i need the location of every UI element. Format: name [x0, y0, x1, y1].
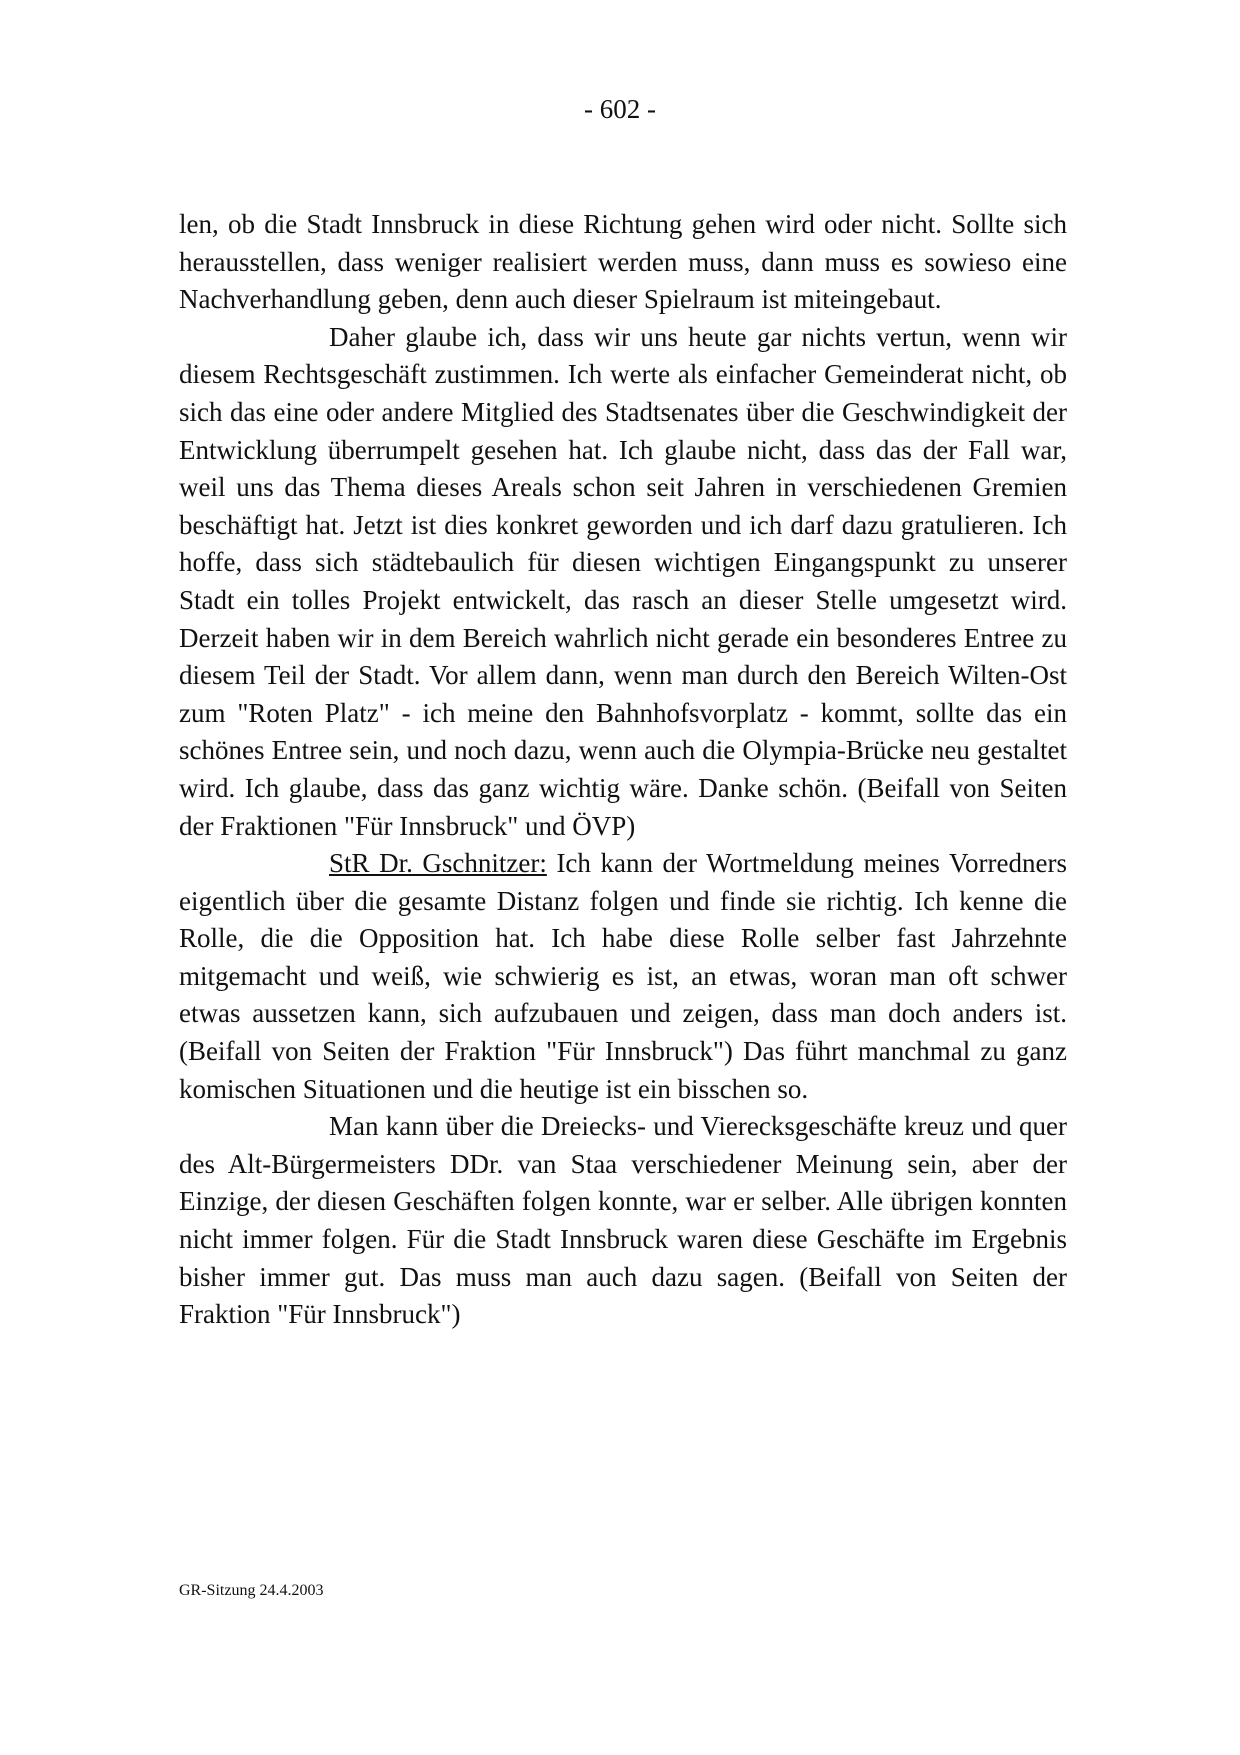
speaker-statement: Ich kann der Wortmeldung meines Vorredners eigentlich über die gesamte Distanz folgen und finde sie richtig. Ich kenne die Rolle, die die Opposition hat. Ich habe diese Rolle selber fast Jahrzehnte mitgemacht und weiß, wie schwierig es ist, an etwas, woran man oft schwer etwas aussetzen kann, sich aufzubauen und zeigen, dass man doch anders ist. (Beifall von Seiten der Fraktion "Für Innsbruck") Das führt manchmal zu ganz komischen Situationen und die heutige ist ein bisschen so.	[179, 848, 1067, 1104]
page-number: - 602 -	[584, 94, 656, 124]
paragraph-closing: Man kann über die Dreiecks- und Vierecksgeschäfte kreuz und quer des Alt-Bürgermeisters DDr. van Staa verschiedener Meinung sein, aber der Einzige, der diesen Geschäften folgen konnte, war er selber. Alle übrigen konnten nicht immer folgen. Für die Stadt Innsbruck waren diese Geschäfte im Ergebnis bisher immer gut. Das muss man auch dazu sagen. (Beifall von Seiten der Fraktion "Für Innsbruck")	[179, 1111, 1067, 1330]
document-body	[179, 206, 1067, 1334]
footer-session-date: GR-Sitzung 24.4.2003	[179, 1582, 324, 1599]
paragraph-statement: Daher glaube ich, dass wir uns heute gar nichts vertun, wenn wir diesem Rechtsgeschäft zustimmen. Ich werte als einfacher Gemeinderat nicht, ob sich das eine oder andere Mitglied des Stadtsenates über die Geschwindigkeit der Entwicklung überrumpelt gesehen hat. Ich glaube nicht, dass das der Fall war, weil uns das Thema dieses Areals schon seit Jahren in verschiedenen Gremien beschäftigt hat. Jetzt ist dies konkret geworden und ich darf dazu gratulieren. Ich hoffe, dass sich städtebaulich für diesen wichtigen Eingangspunkt zu unserer Stadt ein tolles Projekt entwickelt, das rasch an dieser Stelle umgesetzt wird. Derzeit haben wir in dem Bereich wahrlich nicht gerade ein besonderes Entree zu diesem Teil der Stadt. Vor allem dann, wenn man durch den Bereich Wilten-Ost zum "Roten Platz" - ich meine den Bahnhofsvorplatz - kommt, sollte das ein schönes Entree sein, und noch dazu, wenn auch die Olympia-Brücke neu gestaltet wird. Ich glaube, dass das ganz wichtig wäre. Danke schön. (Beifall von Seiten der Fraktionen "Für Innsbruck" und ÖVP)	[179, 321, 1067, 841]
speaker-name: StR Dr. Gschnitzer:	[329, 848, 547, 879]
paragraph-continuation: len, ob die Stadt Innsbruck in diese Richtung gehen wird oder nicht. Sollte sich herausstellen, dass weniger realisiert werden muss, dann muss es sowieso eine Nachverhandlung geben, denn auch dieser Spielraum ist miteingebaut.	[179, 209, 1067, 315]
paragraph-speaker-gschnitzer	[179, 845, 1067, 1108]
